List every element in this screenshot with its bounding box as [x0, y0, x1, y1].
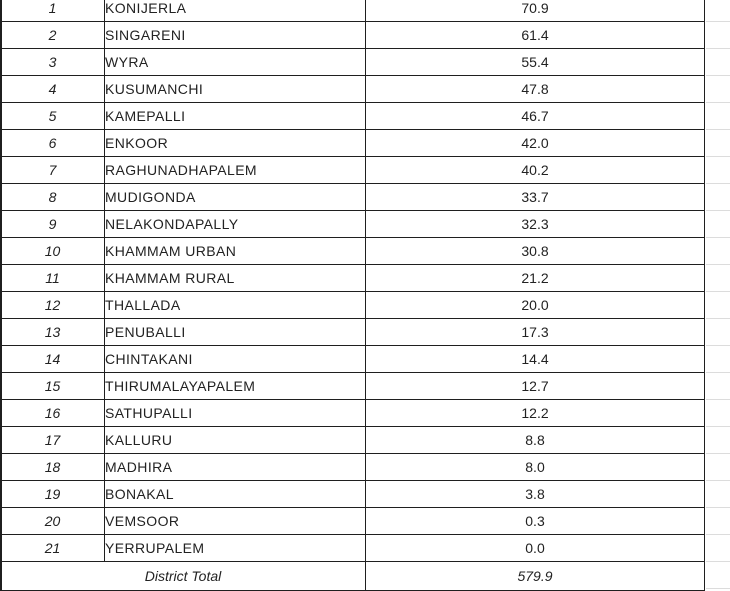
mandal-name: PENUBALLI	[105, 319, 366, 346]
row-number: 2	[1, 22, 105, 49]
table-row	[1, 508, 705, 535]
gridline	[706, 453, 730, 454]
mandal-name: SATHUPALLI	[105, 400, 366, 427]
row-number: 3	[1, 49, 105, 76]
mandal-name: YERRUPALEM	[105, 535, 366, 562]
gridline	[706, 48, 730, 49]
table-row	[1, 454, 705, 481]
row-number: 11	[1, 265, 105, 292]
row-value: 14.4	[366, 346, 705, 373]
total-value: 579.9	[366, 562, 705, 591]
mandal-name: ENKOOR	[105, 130, 366, 157]
gridline	[706, 156, 730, 157]
gridline	[706, 291, 730, 292]
gridline	[706, 264, 730, 265]
row-value: 0.0	[366, 535, 705, 562]
gridline	[706, 561, 730, 562]
gridline	[706, 426, 730, 427]
table-row	[1, 0, 705, 22]
gridline	[706, 345, 730, 346]
row-value: 21.2	[366, 265, 705, 292]
row-number: 4	[1, 76, 105, 103]
row-number: 10	[1, 238, 105, 265]
empty-adjacent-column	[706, 0, 730, 591]
mandal-name: KUSUMANCHI	[105, 76, 366, 103]
gridline	[706, 534, 730, 535]
mandal-name: KALLURU	[105, 427, 366, 454]
gridline	[706, 237, 730, 238]
row-value: 12.2	[366, 400, 705, 427]
gridline	[706, 210, 730, 211]
row-number: 18	[1, 454, 105, 481]
mandal-name: MADHIRA	[105, 454, 366, 481]
table-row	[1, 373, 705, 400]
mandal-name: WYRA	[105, 49, 366, 76]
row-number: 9	[1, 211, 105, 238]
row-value: 55.4	[366, 49, 705, 76]
row-number: 1	[1, 0, 105, 22]
row-number: 20	[1, 508, 105, 535]
table-row	[1, 238, 705, 265]
gridline	[706, 21, 730, 22]
table-row	[1, 346, 705, 373]
table-row	[1, 292, 705, 319]
gridline	[706, 399, 730, 400]
table-row	[1, 265, 705, 292]
sheet-left-border	[0, 0, 2, 591]
table-row	[1, 535, 705, 562]
row-number: 15	[1, 373, 105, 400]
mandal-name: THIRUMALAYAPALEM	[105, 373, 366, 400]
table-row	[1, 481, 705, 508]
mandal-name: KAMEPALLI	[105, 103, 366, 130]
gridline	[706, 588, 730, 589]
gridline	[706, 372, 730, 373]
table-row	[1, 184, 705, 211]
row-value: 40.2	[366, 157, 705, 184]
row-value: 30.8	[366, 238, 705, 265]
gridline	[706, 129, 730, 130]
mandal-name: KHAMMAM RURAL	[105, 265, 366, 292]
row-value: 47.8	[366, 76, 705, 103]
mandal-name: VEMSOOR	[105, 508, 366, 535]
row-value: 17.3	[366, 319, 705, 346]
row-value: 8.8	[366, 427, 705, 454]
row-value: 61.4	[366, 22, 705, 49]
mandal-name: THALLADA	[105, 292, 366, 319]
row-number: 13	[1, 319, 105, 346]
row-number: 7	[1, 157, 105, 184]
mandal-name: KONIJERLA	[105, 0, 366, 22]
row-value: 70.9	[366, 0, 705, 22]
row-number: 8	[1, 184, 105, 211]
table-body	[1, 0, 705, 562]
row-value: 0.3	[366, 508, 705, 535]
row-number: 6	[1, 130, 105, 157]
row-value: 42.0	[366, 130, 705, 157]
gridline	[706, 183, 730, 184]
gridline	[706, 507, 730, 508]
table-row	[1, 157, 705, 184]
total-row	[1, 562, 705, 591]
gridline	[706, 480, 730, 481]
mandal-name: BONAKAL	[105, 481, 366, 508]
row-value: 8.0	[366, 454, 705, 481]
row-number: 12	[1, 292, 105, 319]
total-label: District Total	[1, 562, 366, 591]
table-row	[1, 103, 705, 130]
row-value: 20.0	[366, 292, 705, 319]
row-value: 46.7	[366, 103, 705, 130]
row-number: 14	[1, 346, 105, 373]
mandal-name: KHAMMAM URBAN	[105, 238, 366, 265]
row-value: 33.7	[366, 184, 705, 211]
table-row	[1, 211, 705, 238]
table-row	[1, 319, 705, 346]
row-value: 3.8	[366, 481, 705, 508]
table-row	[1, 22, 705, 49]
mandal-name: RAGHUNADHAPALEM	[105, 157, 366, 184]
mandal-name: CHINTAKANI	[105, 346, 366, 373]
table-row	[1, 49, 705, 76]
table-row	[1, 400, 705, 427]
gridline	[706, 102, 730, 103]
table-row	[1, 427, 705, 454]
gridline	[706, 318, 730, 319]
mandal-name: NELAKONDAPALLY	[105, 211, 366, 238]
gridline	[706, 75, 730, 76]
row-value: 12.7	[366, 373, 705, 400]
row-number: 5	[1, 103, 105, 130]
table-row	[1, 130, 705, 157]
row-number: 21	[1, 535, 105, 562]
mandal-name: MUDIGONDA	[105, 184, 366, 211]
row-number: 17	[1, 427, 105, 454]
row-number: 19	[1, 481, 105, 508]
row-value: 32.3	[366, 211, 705, 238]
mandal-name: SINGARENI	[105, 22, 366, 49]
row-number: 16	[1, 400, 105, 427]
table-row	[1, 76, 705, 103]
